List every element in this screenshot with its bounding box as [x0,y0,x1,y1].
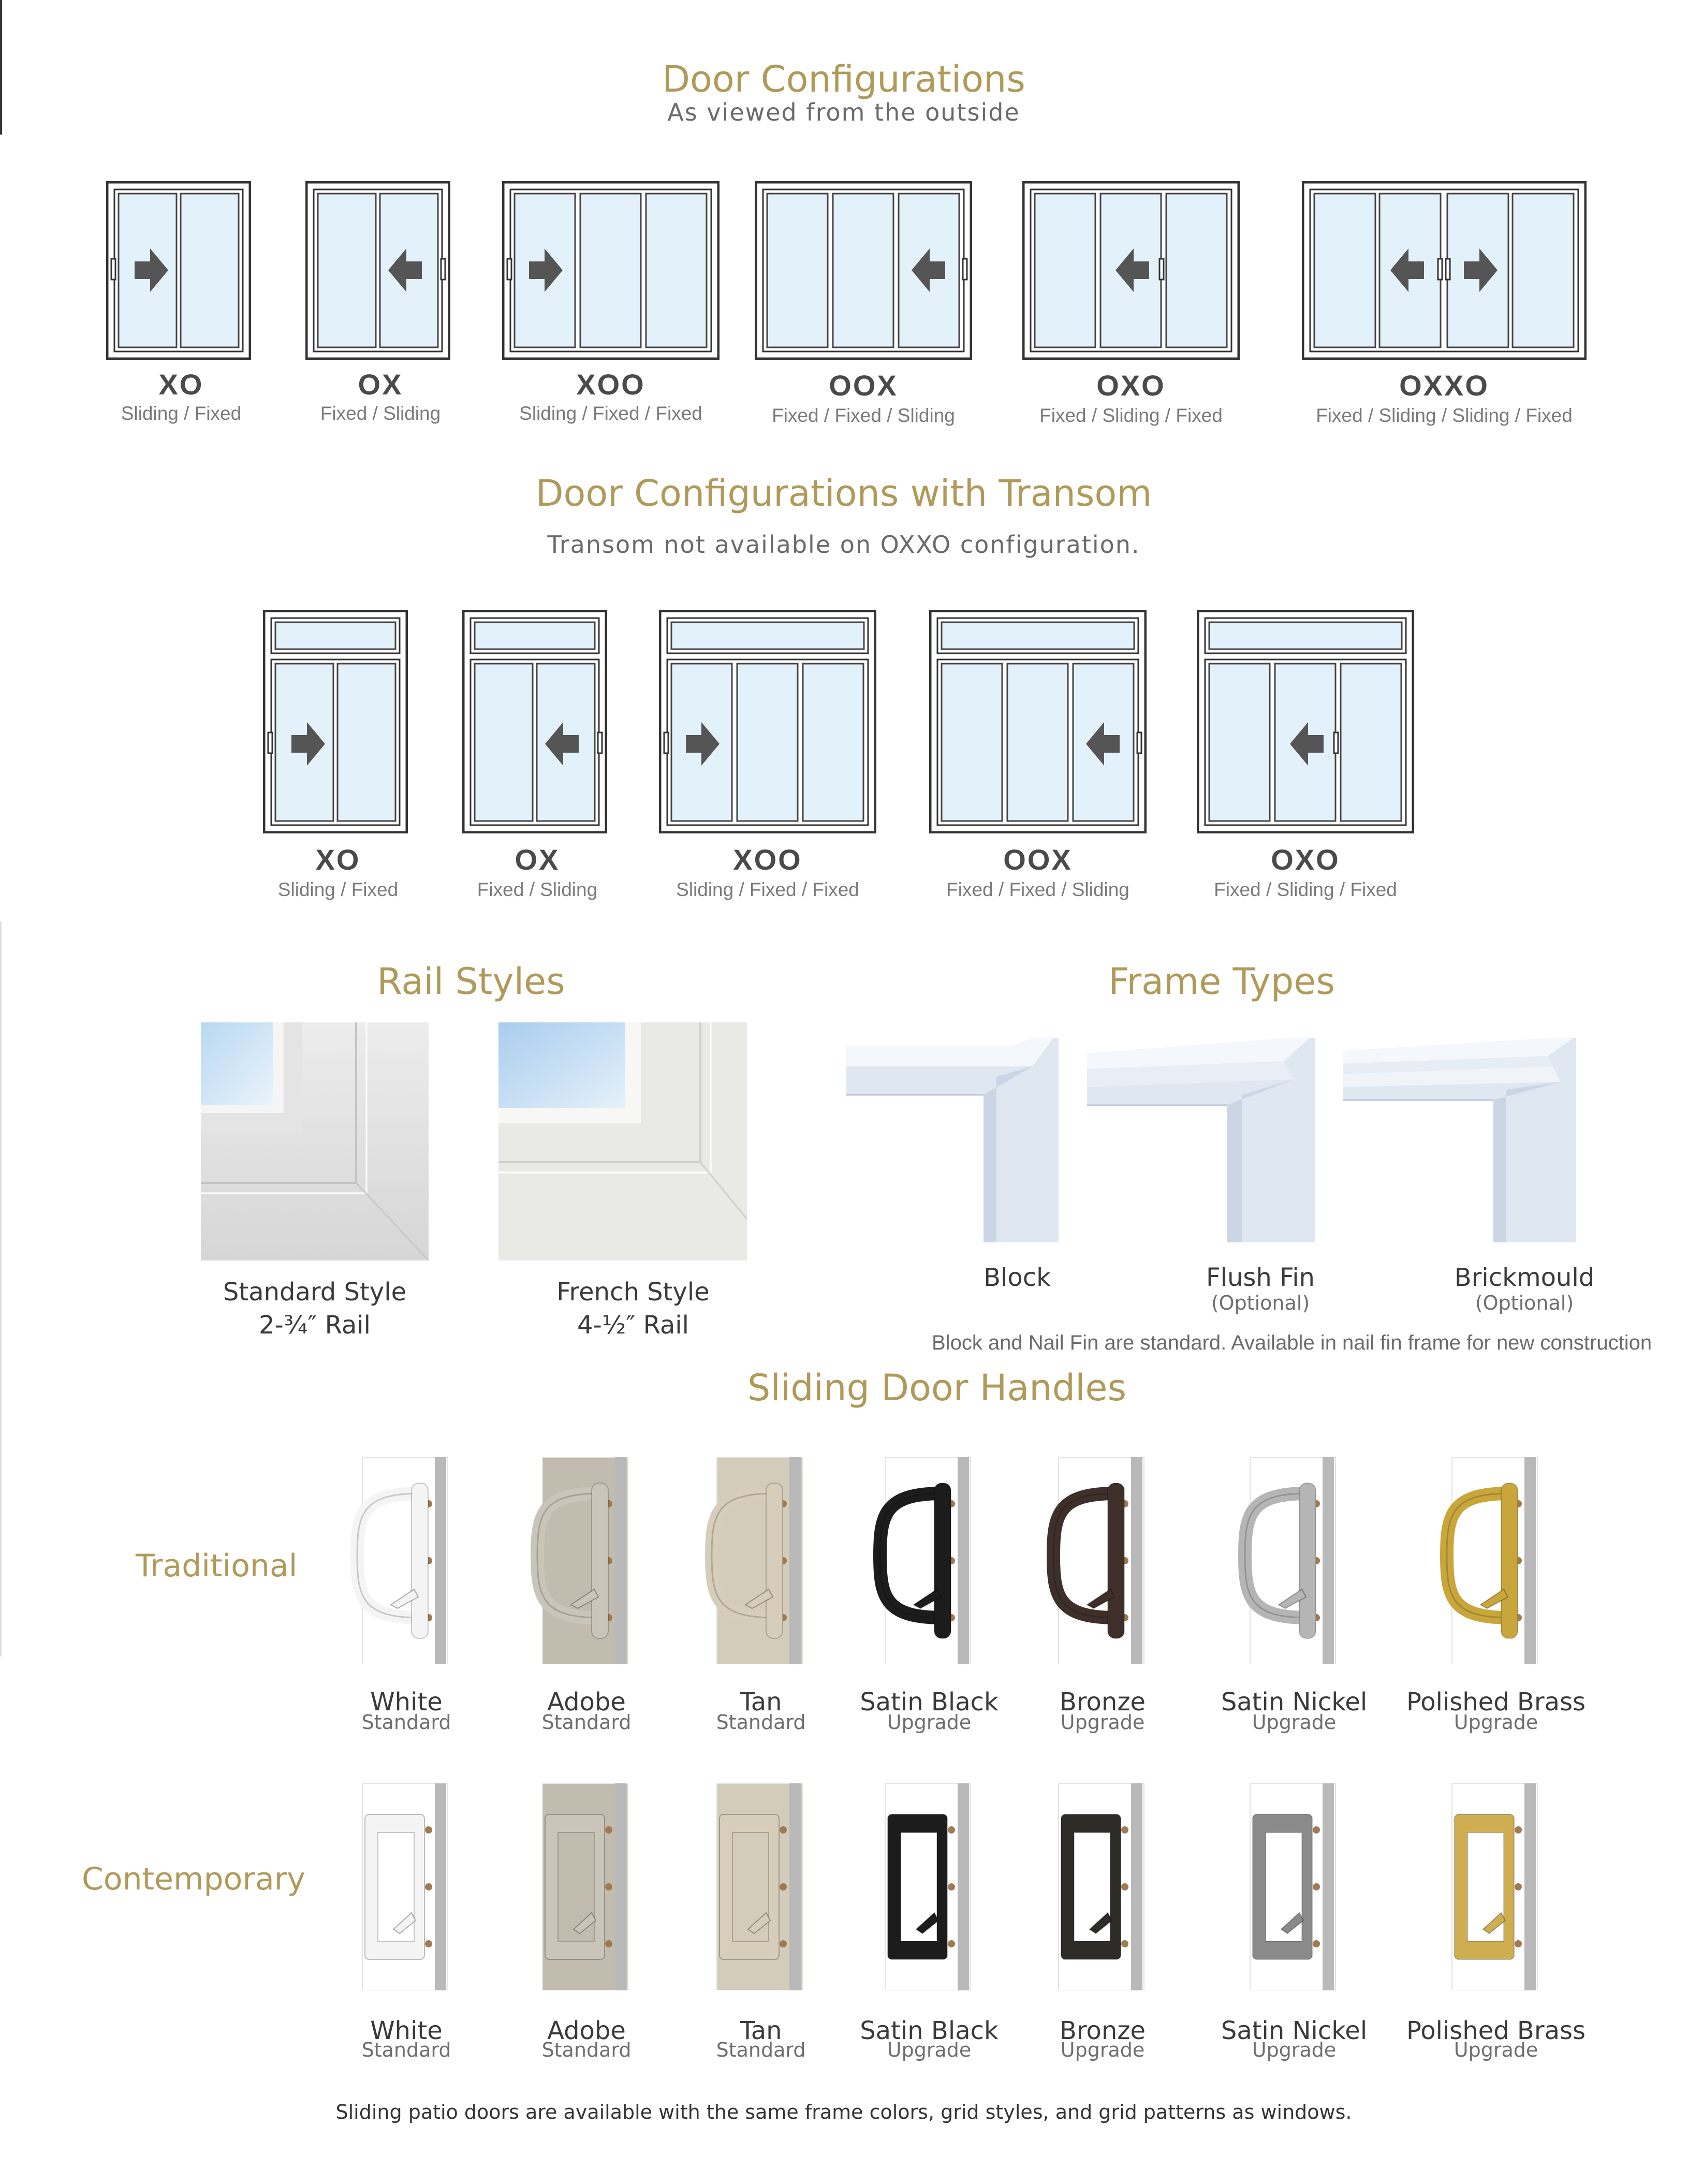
transom-code-oox: OOX [1003,843,1073,876]
transom-desc-oox: Fixed / Fixed / Sliding [946,879,1129,900]
handle-tier: Standard [716,2039,806,2061]
handle-name: White [370,2016,443,2045]
transom-diagram-xoo [659,610,876,833]
traditional-handle-satin-nickel [1229,1457,1359,1664]
contemporary-handle-adobe [522,1783,651,1990]
handles-title: Sliding Door Handles [747,1367,1127,1409]
footer-note: Sliding patio doors are available with the same frame colors, grid styles, and grid patterns as windows. [335,2101,1352,2123]
rail-french-detail: 4-½″ Rail [577,1311,689,1340]
rail-standard-name: Standard Style [223,1278,407,1307]
handle-tier: Upgrade [1454,1711,1538,1734]
handle-name: Tan [740,1688,782,1717]
handle-tier: Upgrade [1060,2039,1145,2061]
handle-tier: Upgrade [1252,2039,1337,2061]
config-desc-oox: Fixed / Fixed / Sliding [772,405,955,426]
frame-flush-fin-name: Flush Fin [1206,1263,1315,1292]
handle-tier: Standard [361,1711,451,1734]
transom-desc-oxo: Fixed / Sliding / Fixed [1214,879,1397,900]
contemporary-handle-tan [696,1783,826,1990]
transom-code-xoo: XOO [733,843,802,876]
config-desc-oxo: Fixed / Sliding / Fixed [1039,405,1223,426]
transom-diagram-oxo [1197,610,1414,833]
rail-french-name: French Style [556,1278,710,1307]
transom-code-xo: XO [315,843,361,876]
transom-desc-xo: Sliding / Fixed [277,879,399,900]
frame-flush-fin-detail: (Optional) [1211,1292,1310,1314]
left-edge-rule [0,0,2,135]
door-configurations-title: Door Configurations [662,58,1025,100]
frame-types-title: Frame Types [1108,960,1335,1003]
transom-diagram-ox [462,610,607,833]
config-desc-oxxo: Fixed / Sliding / Sliding / Fixed [1316,405,1573,426]
handle-tier: Standard [541,2039,632,2061]
standard-rail-photo [201,1022,429,1260]
brickmould-frame-image [1343,1038,1576,1242]
door-diagram-oxxo [1302,181,1587,360]
config-code-oxo: OXO [1096,369,1166,402]
door-diagram-xoo [502,181,720,360]
handle-tier: Standard [361,2039,451,2061]
handle-name: Polished Brass [1406,1688,1586,1717]
handle-tier: Upgrade [1252,1711,1337,1734]
frame-block-name: Block [984,1263,1051,1292]
transom-desc-ox: Fixed / Sliding [477,879,598,900]
handle-name: Satin Nickel [1221,2016,1368,2045]
handle-tier: Upgrade [887,2039,972,2061]
contemporary-handle-satin-black [864,1783,994,1990]
handle-name: Bronze [1059,1688,1146,1717]
contemporary-handle-white [342,1783,471,1990]
frame-brickmould-name: Brickmould [1454,1263,1595,1292]
handle-tier: Upgrade [1454,2039,1538,2061]
traditional-handle-satin-black [864,1457,994,1664]
handle-name: Satin Black [860,1688,999,1717]
door-diagram-xo [106,181,251,360]
transom-diagram-xo [263,610,408,833]
handle-name: White [370,1688,443,1717]
door-diagram-ox [305,181,450,360]
handle-name: Bronze [1059,2016,1146,2045]
handle-name: Polished Brass [1406,2016,1586,2045]
contemporary-handle-satin-nickel [1229,1783,1359,1990]
door-configurations-subtitle: As viewed from the outside [667,98,1020,126]
left-edge-rule-faint [0,921,2,1657]
handle-tier: Upgrade [887,1711,972,1734]
transom-subtitle: Transom not available on OXXO configuration. [547,531,1140,559]
flush-fin-frame-image [1087,1038,1315,1242]
handle-name: Satin Nickel [1221,1688,1368,1717]
traditional-handle-polished-brass [1431,1457,1561,1664]
config-desc-xo: Sliding / Fixed [121,403,242,424]
traditional-handle-bronze [1038,1457,1167,1664]
handle-name: Adobe [547,1688,626,1717]
handle-tier: Upgrade [1060,1711,1145,1734]
block-frame-image [846,1038,1059,1242]
traditional-handle-tan [696,1457,826,1664]
transom-title: Door Configurations with Transom [535,472,1152,515]
config-code-oxxo: OXXO [1399,369,1489,402]
contemporary-handle-polished-brass [1431,1783,1561,1990]
rail-standard-detail: 2-¾″ Rail [259,1311,371,1340]
handle-tier: Standard [541,1711,632,1734]
handles-row-label-contemporary: Contemporary [82,1861,305,1897]
handle-name: Tan [740,2016,782,2045]
door-diagram-oox [755,181,972,360]
transom-code-oxo: OXO [1271,843,1340,876]
handle-name: Satin Black [860,2016,999,2045]
frame-types-note: Block and Nail Fin are standard. Available in nail fin frame for new construction [932,1331,1652,1354]
handles-row-label-traditional: Traditional [136,1548,298,1584]
french-rail-photo [498,1022,747,1260]
rail-styles-title: Rail Styles [377,960,565,1003]
transom-code-ox: OX [515,843,560,876]
contemporary-handle-bronze [1038,1783,1167,1990]
config-desc-ox: Fixed / Sliding [320,403,441,424]
traditional-handle-white [342,1457,471,1664]
frame-brickmould-detail: (Optional) [1475,1292,1574,1314]
config-code-xo: XO [158,368,204,401]
transom-diagram-oox [929,610,1147,833]
config-code-xoo: XOO [576,368,645,401]
door-diagram-oxo [1022,181,1240,360]
config-desc-xoo: Sliding / Fixed / Fixed [519,403,702,424]
config-code-oox: OOX [829,369,898,402]
handle-tier: Standard [716,1711,806,1734]
config-code-ox: OX [358,368,403,401]
transom-desc-xoo: Sliding / Fixed / Fixed [676,879,859,900]
traditional-handle-adobe [522,1457,651,1664]
handle-name: Adobe [547,2016,626,2045]
